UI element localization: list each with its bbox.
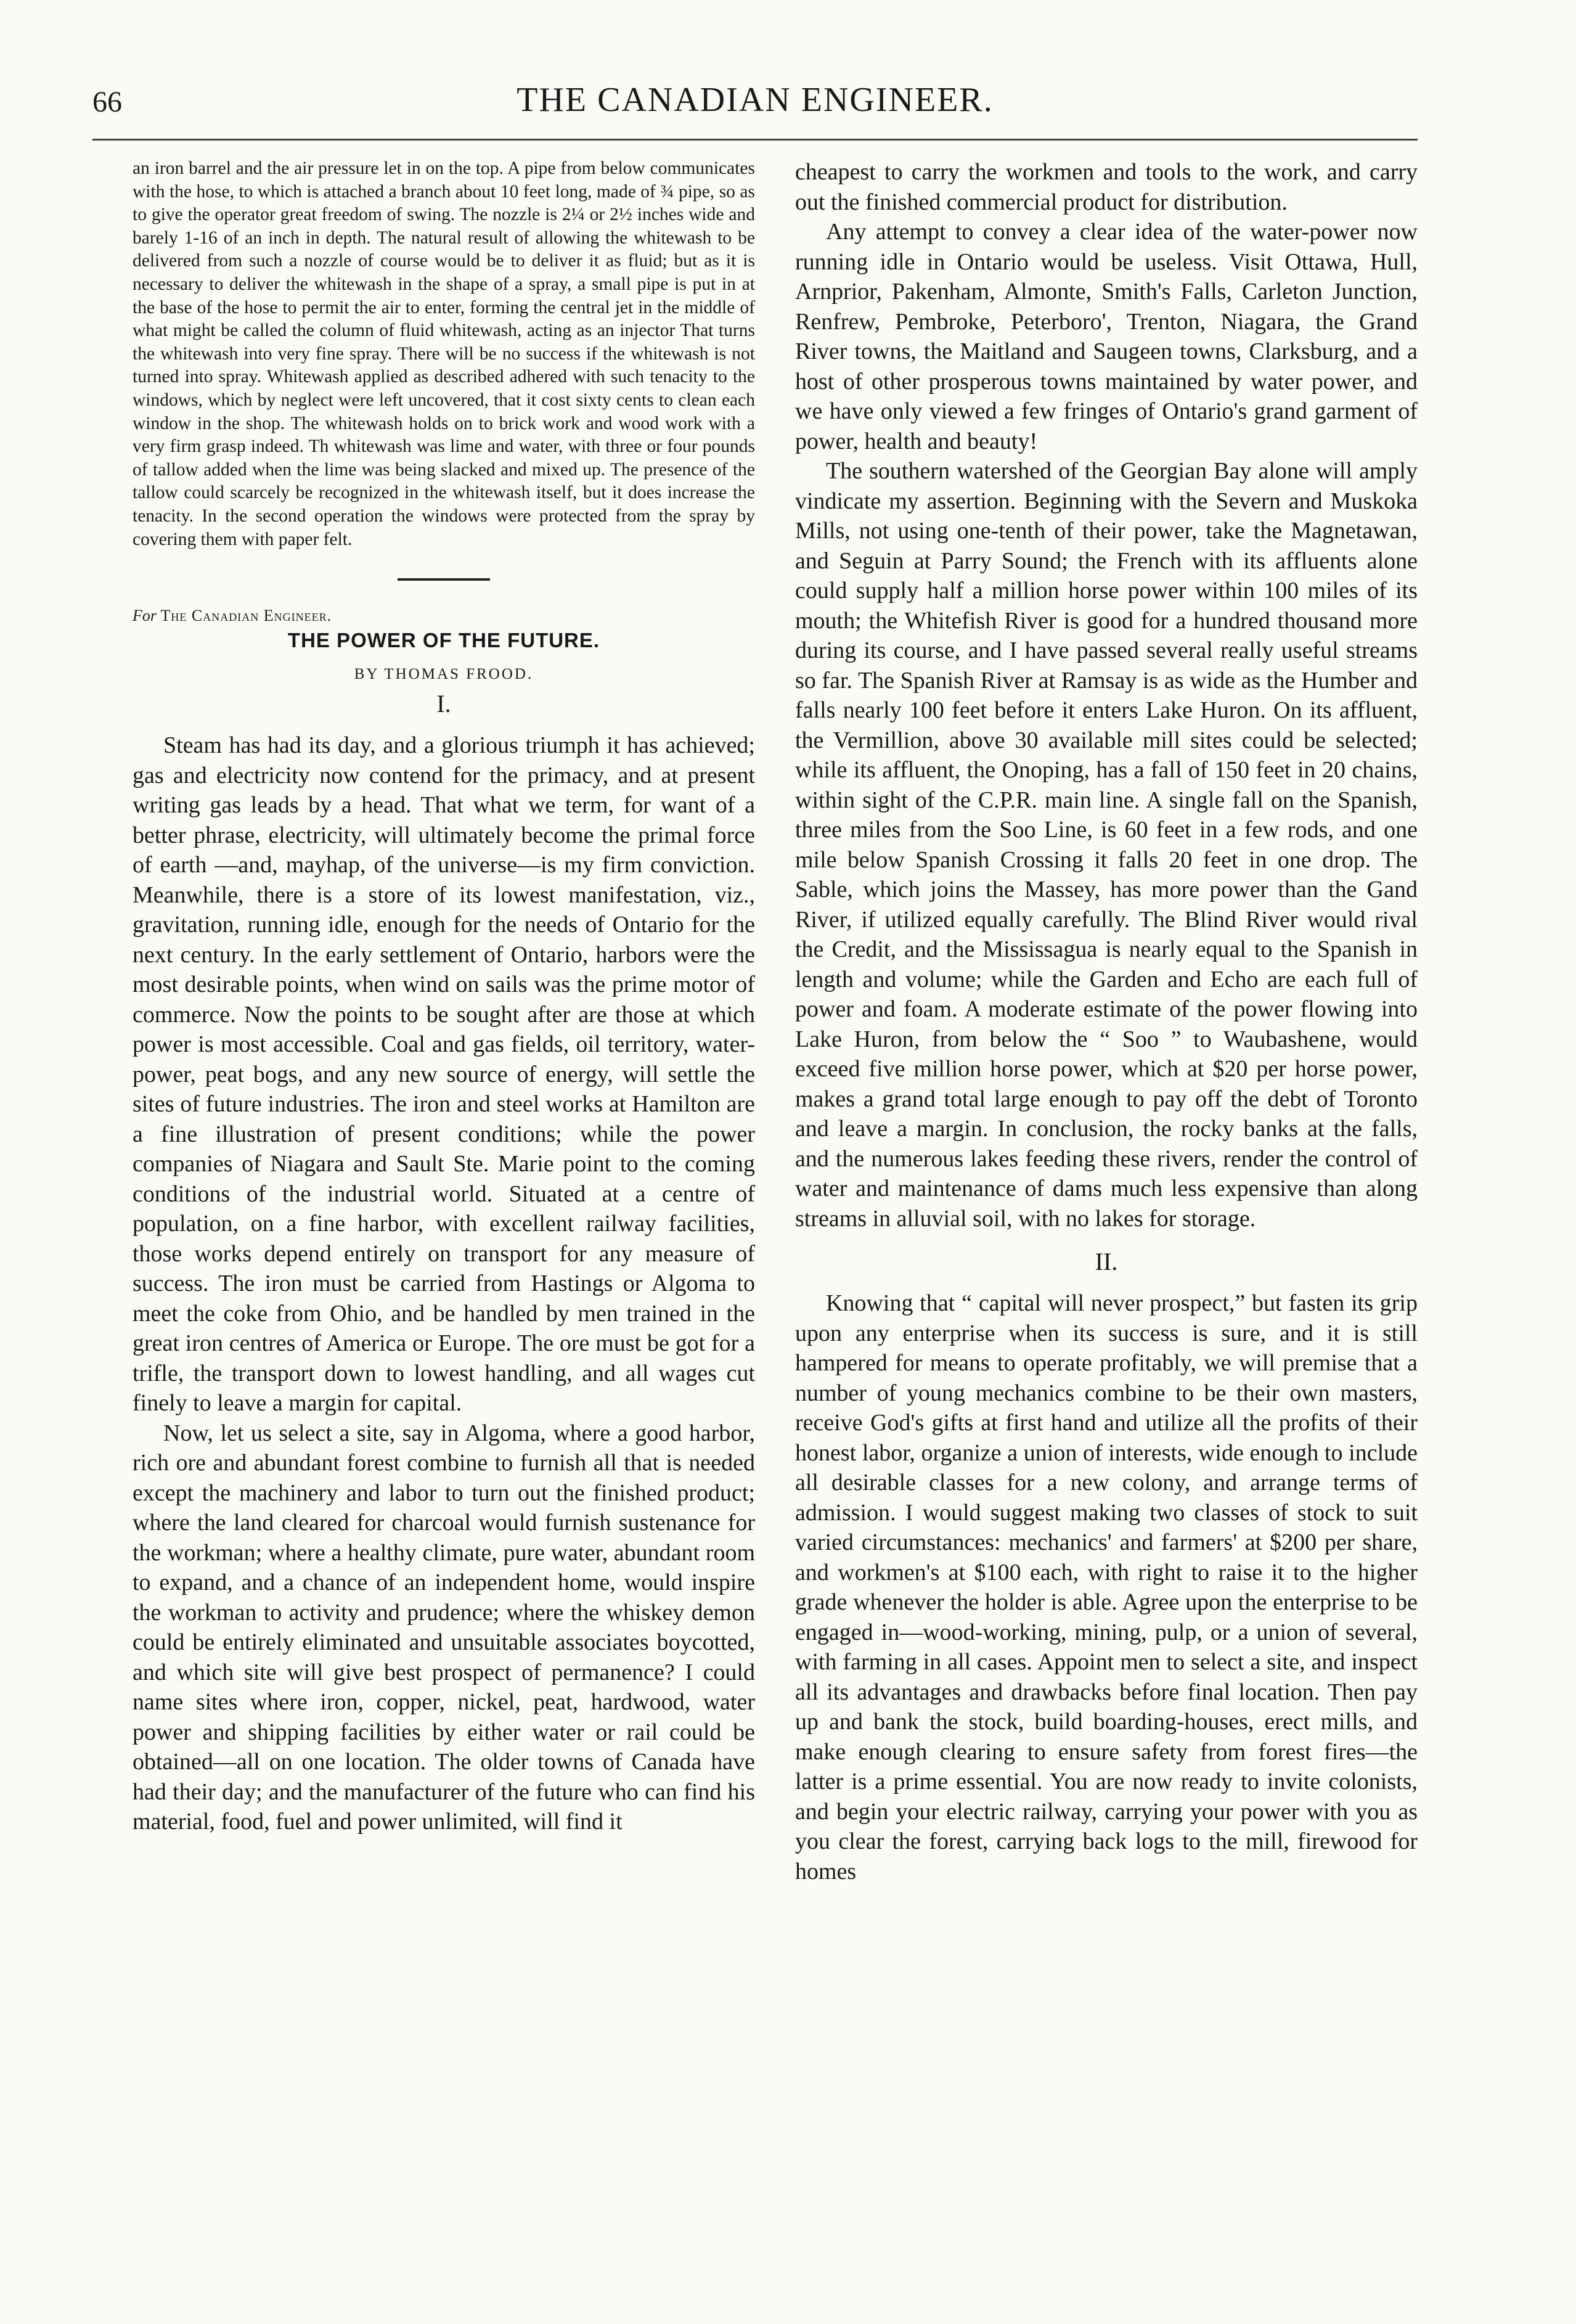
paragraph-georgian-bay: The southern watershed of the Georgian Bay alone will amply vindicate my assertion. Beginning with the Severn and Muskoka Mills, not using one-tenth of their power, take the Magnetawan, and Seguin at Parry Sound; the French with its affluents alone could supply half a million horse power within 100 miles of its mouth; the Whitefish River is good for a hundred thousand more during its course, and I have passed several really useful streams so far. The Spanish River at Ramsay is as wide as the Humber and falls nearly 100 feet before it enters Lake Huron. On its affluent, the Vermillion, above 30 available mill sites could be selected; while its affluent, the Onoping, has a fall of 150 feet in 20 chains, within sight of the C.P.R. main line. A single fall on the Spanish, three miles from the Soo Line, is 60 feet in a few rods, and one mile below Spanish Crossing it falls 20 feet in one drop. The Sable, which joins the Massey, has more power than the Gand River, if utilized equally carefully. The Blind River would rival the Credit, and the Mississagua is nearly equal to the Spanish in length and volume; while the Garden and Echo are each full of power and foam. A moderate estimate of the power flowing into Lake Huron, from below the “ Soo ” to Waubashene, would exceed five million horse power, which at $20 per horse power, makes a grand total large enough to pay off the debt of Toronto and leave a margin. In conclusion, the rocky banks at the falls, and the numerous lakes feeding these rivers, render the control of water and maintenance of dams much less expensive than along streams in alluvial soil, with no lakes for storage. bbox=[795, 458, 1418, 1232]
article-title: THE POWER OF THE FUTURE. bbox=[287, 629, 600, 652]
page-number: 66 bbox=[92, 86, 122, 118]
for-prefix: For bbox=[133, 607, 157, 625]
journal-title: THE CANADIAN ENGINEER. bbox=[516, 81, 994, 119]
paragraph-steam: Steam has had its day, and a glorious triumph it has achieved; gas and electricity now contend for the primacy, and at present writing gas leads by a head. That what we term, for want of a better phrase, electricity, will ultimately become the primal force of earth —and, mayhap, of the universe—is my firm conviction. Meanwhile, there is a store of its lowest manifestation, viz., gravitation, running idle, enough for the needs of Ontario for the next century. In the early settlement of Ontario, harbors were the most desirable points, when wind on sails was the prime motor of commerce. Now the points to be sought after are those at which power is most accessible. Coal and gas fields, oil territory, water-power, peat bogs, and any new source of energy, will settle the sites of future industries. The iron and steel works at Hamilton are a fine illustration of present conditions; while the power companies of Niagara and Sault Ste. Marie point to the coming conditions of the industrial world. Situated at a centre of population, on a fine harbor, with excellent railway facilities, those works depend entirely on transport for any measure of success. The iron must be carried from Hastings or Algoma to meet the coke from Ohio, and be handled by men trained in the great iron centres of America or Europe. The ore must be got for a trifle, the transport down to lowest handling, and all wages cut finely to leave a margin for capital. bbox=[133, 732, 755, 1417]
paragraph-continuation: cheapest to carry the workmen and tools to the work, and carry out the finished commercial product for distribution. bbox=[795, 159, 1418, 215]
paragraph-algoma: Now, let us select a site, say in Algoma, where a good harbor, rich ore and abundant forest combine to furnish all that is needed except the machinery and labor to turn out the finished product; where the land cleared for charcoal would furnish sustenance for the workman; where a healthy climate, pure water, abundant room to expand, and a chance of an independent home, would inspire the workman to activity and prudence; where the whiskey demon could be entirely eliminated and unsuitable associates boycotted, and which site will give best prospect of permanence? I could name sites where iron, copper, nickel, peat, hardwood, water power and shipping facilities by either water or rail could be obtained—all on one location. The older towns of Canada have had their day; and the manufacturer of the future who can find his material, food, fuel and power unlimited, will find it bbox=[133, 1420, 755, 1835]
byline: BY THOMAS FROOD. bbox=[354, 666, 534, 683]
left-column bbox=[133, 157, 755, 1837]
paragraph-capital: Knowing that “ capital will never prospect,” but fasten its grip upon any enterprise when its success is sure, and it is still hampered for means to operate profitably, we will premise that a number of young mechanics combine to be their own masters, receive God's gifts at first hand and utilize all the profits of their honest labor, organize a union of interests, wide enough to include all desirable classes for a new colony, and arrange terms of admission. I would suggest making two classes of stock to suit varied circumstances: mechanics' and farmers' at $200 per share, and workmen's at $100 each, with right to raise it to the higher grade whenever the holder is able. Agree upon the enterprise to be engaged in—wood-working, mining, pulp, or a union of several, with farming in all cases. Appoint men to select a site, and inspect all its advantages and drawbacks before final location. Then pay up and bank the stock, build boarding-houses, erect mills, and make enough clearing to ensure safety from forest fires—the latter is a prime essential. You are now ready to invite colonists, and begin your electric railway, carrying your power with you as you clear the forest, carrying back logs to the mill, firewood for homes bbox=[795, 1290, 1418, 1884]
for-credit-line bbox=[133, 605, 755, 626]
header-rule bbox=[92, 139, 1418, 141]
whitewash-paragraph: an iron barrel and the air pressure let in on the top. A pipe from below communicates with the hose, to which is attached a branch about 10 feet long, made of ¾ pipe, so as to give the operator great freedom of swing. The nozzle is 2¼ or 2½ inches wide and barely 1-16 of an inch in depth. The natural result of allowing the whitewash to be delivered from such a nozzle of course would be to deliver it as fluid; but as it is necessary to deliver the whitewash in the shape of a spray, a small pipe is put in at the base of the hose to permit the air to enter, forming the central jet in the middle of what might be called the column of fluid whitewash, acting as an injector That turns the whitewash into very fine spray. There will be no success if the whitewash is not turned into spray. Whitewash applied as described adhered with such tenacity to the windows, which by neglect were left uncovered, that it cost sixty cents to clean each window in the shop. The whitewash holds on to brick work and wood work with a very firm grasp indeed. Th whitewash was lime and water, with three or four pounds of tallow added when the lime was being slacked and mixed up. The presence of the tallow could scarcely be recognized in the whitewash itself, but it does increase the tenacity. In the second operation the windows were protected from the spray by covering them with paper felt. bbox=[133, 158, 755, 549]
paragraph-ontario-water-power: Any attempt to convey a clear idea of the water-power now running idle in Ontario would be useless. Visit Ottawa, Hull, Arnprior, Pakenham, Almonte, Smith's Falls, Carleton Junction, Renfrew, Pembroke, Peterboro', Trenton, Niagara, the Grand River towns, the Maitland and Saugeen towns, Clarksburg, and a host of other prosperous towns maintained by water power, and we have only viewed a few fringes of Ontario's grand garment of power, health and beauty! bbox=[795, 219, 1418, 454]
for-journal-name: The Canadian Engineer. bbox=[160, 607, 332, 625]
section-numeral-one: I. bbox=[436, 690, 451, 718]
right-column bbox=[795, 157, 1418, 1886]
page-header bbox=[92, 80, 1418, 136]
section-divider bbox=[398, 578, 490, 581]
section-numeral-two: II. bbox=[1095, 1248, 1118, 1275]
